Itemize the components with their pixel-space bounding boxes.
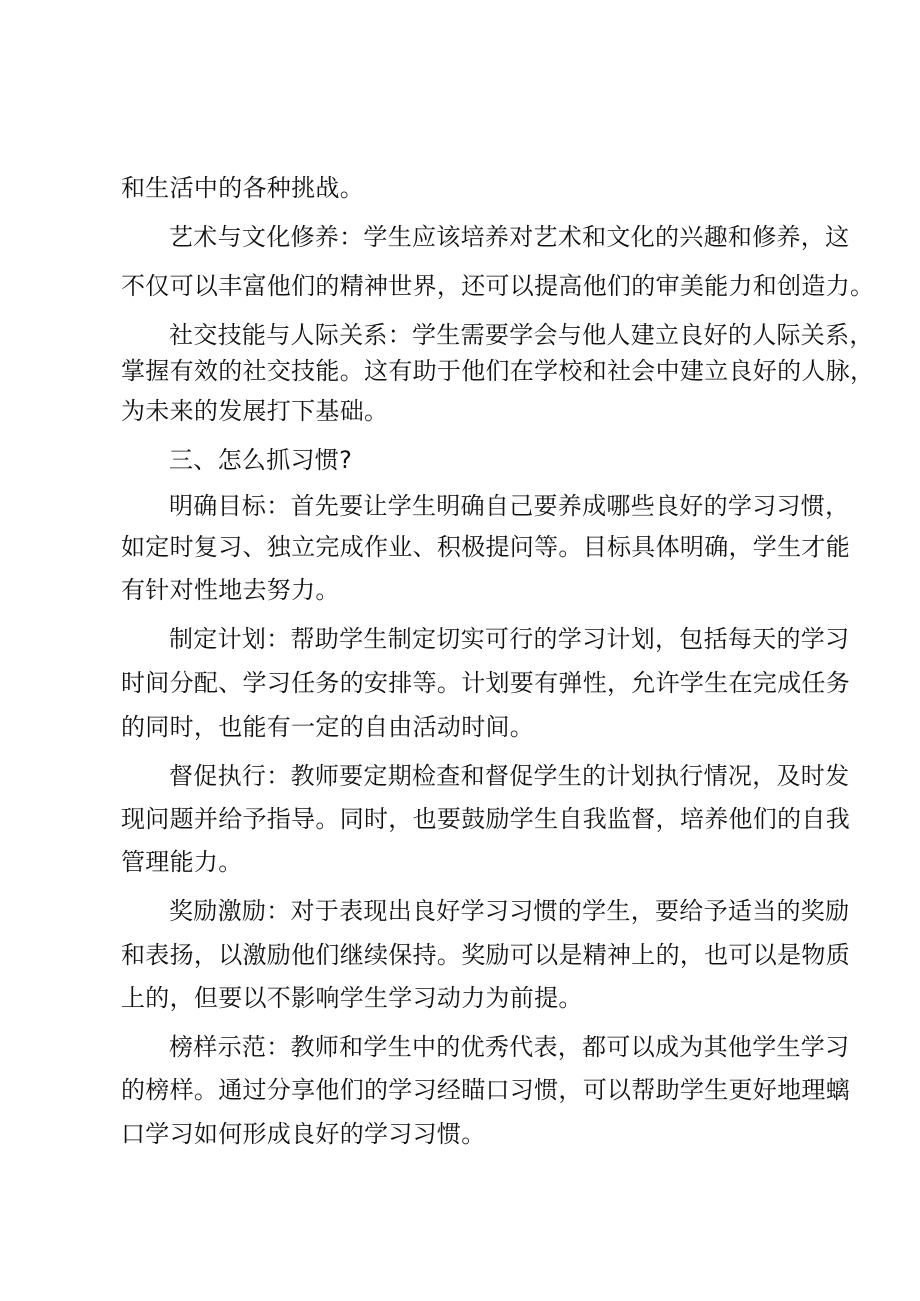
text-line: 不仅可以丰富他们的精神世界，还可以提高他们的审美能力和创造力。 [121,272,875,300]
text-line: 督促执行：教师要定期检查和督促学生的计划执行情况，及时发 [169,762,850,790]
text-line: 的同时，也能有一定的自由活动时间。 [121,713,535,741]
text-line: 有针对性地去努力。 [121,576,340,604]
text-line: 掌握有效的社交技能。这有助于他们在学校和社会中建立良好的人脉， [121,357,875,385]
text-line: 艺术与文化修养：学生应该培养对艺术和文化的兴趣和修养，这 [169,223,850,251]
text-line: 如定时复习、独立完成作业、积极提问等。目标具体明确，学生才能 [121,533,850,561]
text-line: 制定计划：帮助学生制定切实可行的学习计划，包括每天的学习 [169,625,850,653]
text-line: 和生活中的各种挑战。 [121,174,364,202]
section-heading: 三、怎么抓习惯? [169,446,353,474]
text-line: 社交技能与人际关系：学生需要学会与他人建立良好的人际关系， [169,321,874,349]
text-line: 的榜样。通过分享他们的学习经瞄口习惯，可以帮助学生更好地理螭 [121,1076,850,1104]
text-line: 管理能力。 [121,848,243,876]
text-line: 榜样示范：教师和学生中的优秀代表，都可以成为其他学生学习 [169,1033,850,1061]
text-line: 上的，但要以不影响学生学习动力为前提。 [121,984,583,1012]
text-line: 奖励激励：对于表现出良好学习习惯的学生，要给予适当的奖励 [169,897,850,925]
text-line: 明确目标：首先要让学生明确自己要养成哪些良好的学习习惯， [169,492,850,520]
text-line: 和表扬，以激励他们继续保持。奖励可以是精神上的，也可以是物质 [121,941,850,969]
text-line: 口学习如何形成良好的学习习惯。 [121,1120,486,1148]
text-line: 时间分配、学习任务的安排等。计划要有弹性，允许学生在完成任务 [121,669,850,697]
text-line: 为未来的发展打下基础。 [121,397,389,425]
text-line: 现问题并给予指导。同时，也要鼓励学生自我监督，培养他们的自我 [121,805,850,833]
